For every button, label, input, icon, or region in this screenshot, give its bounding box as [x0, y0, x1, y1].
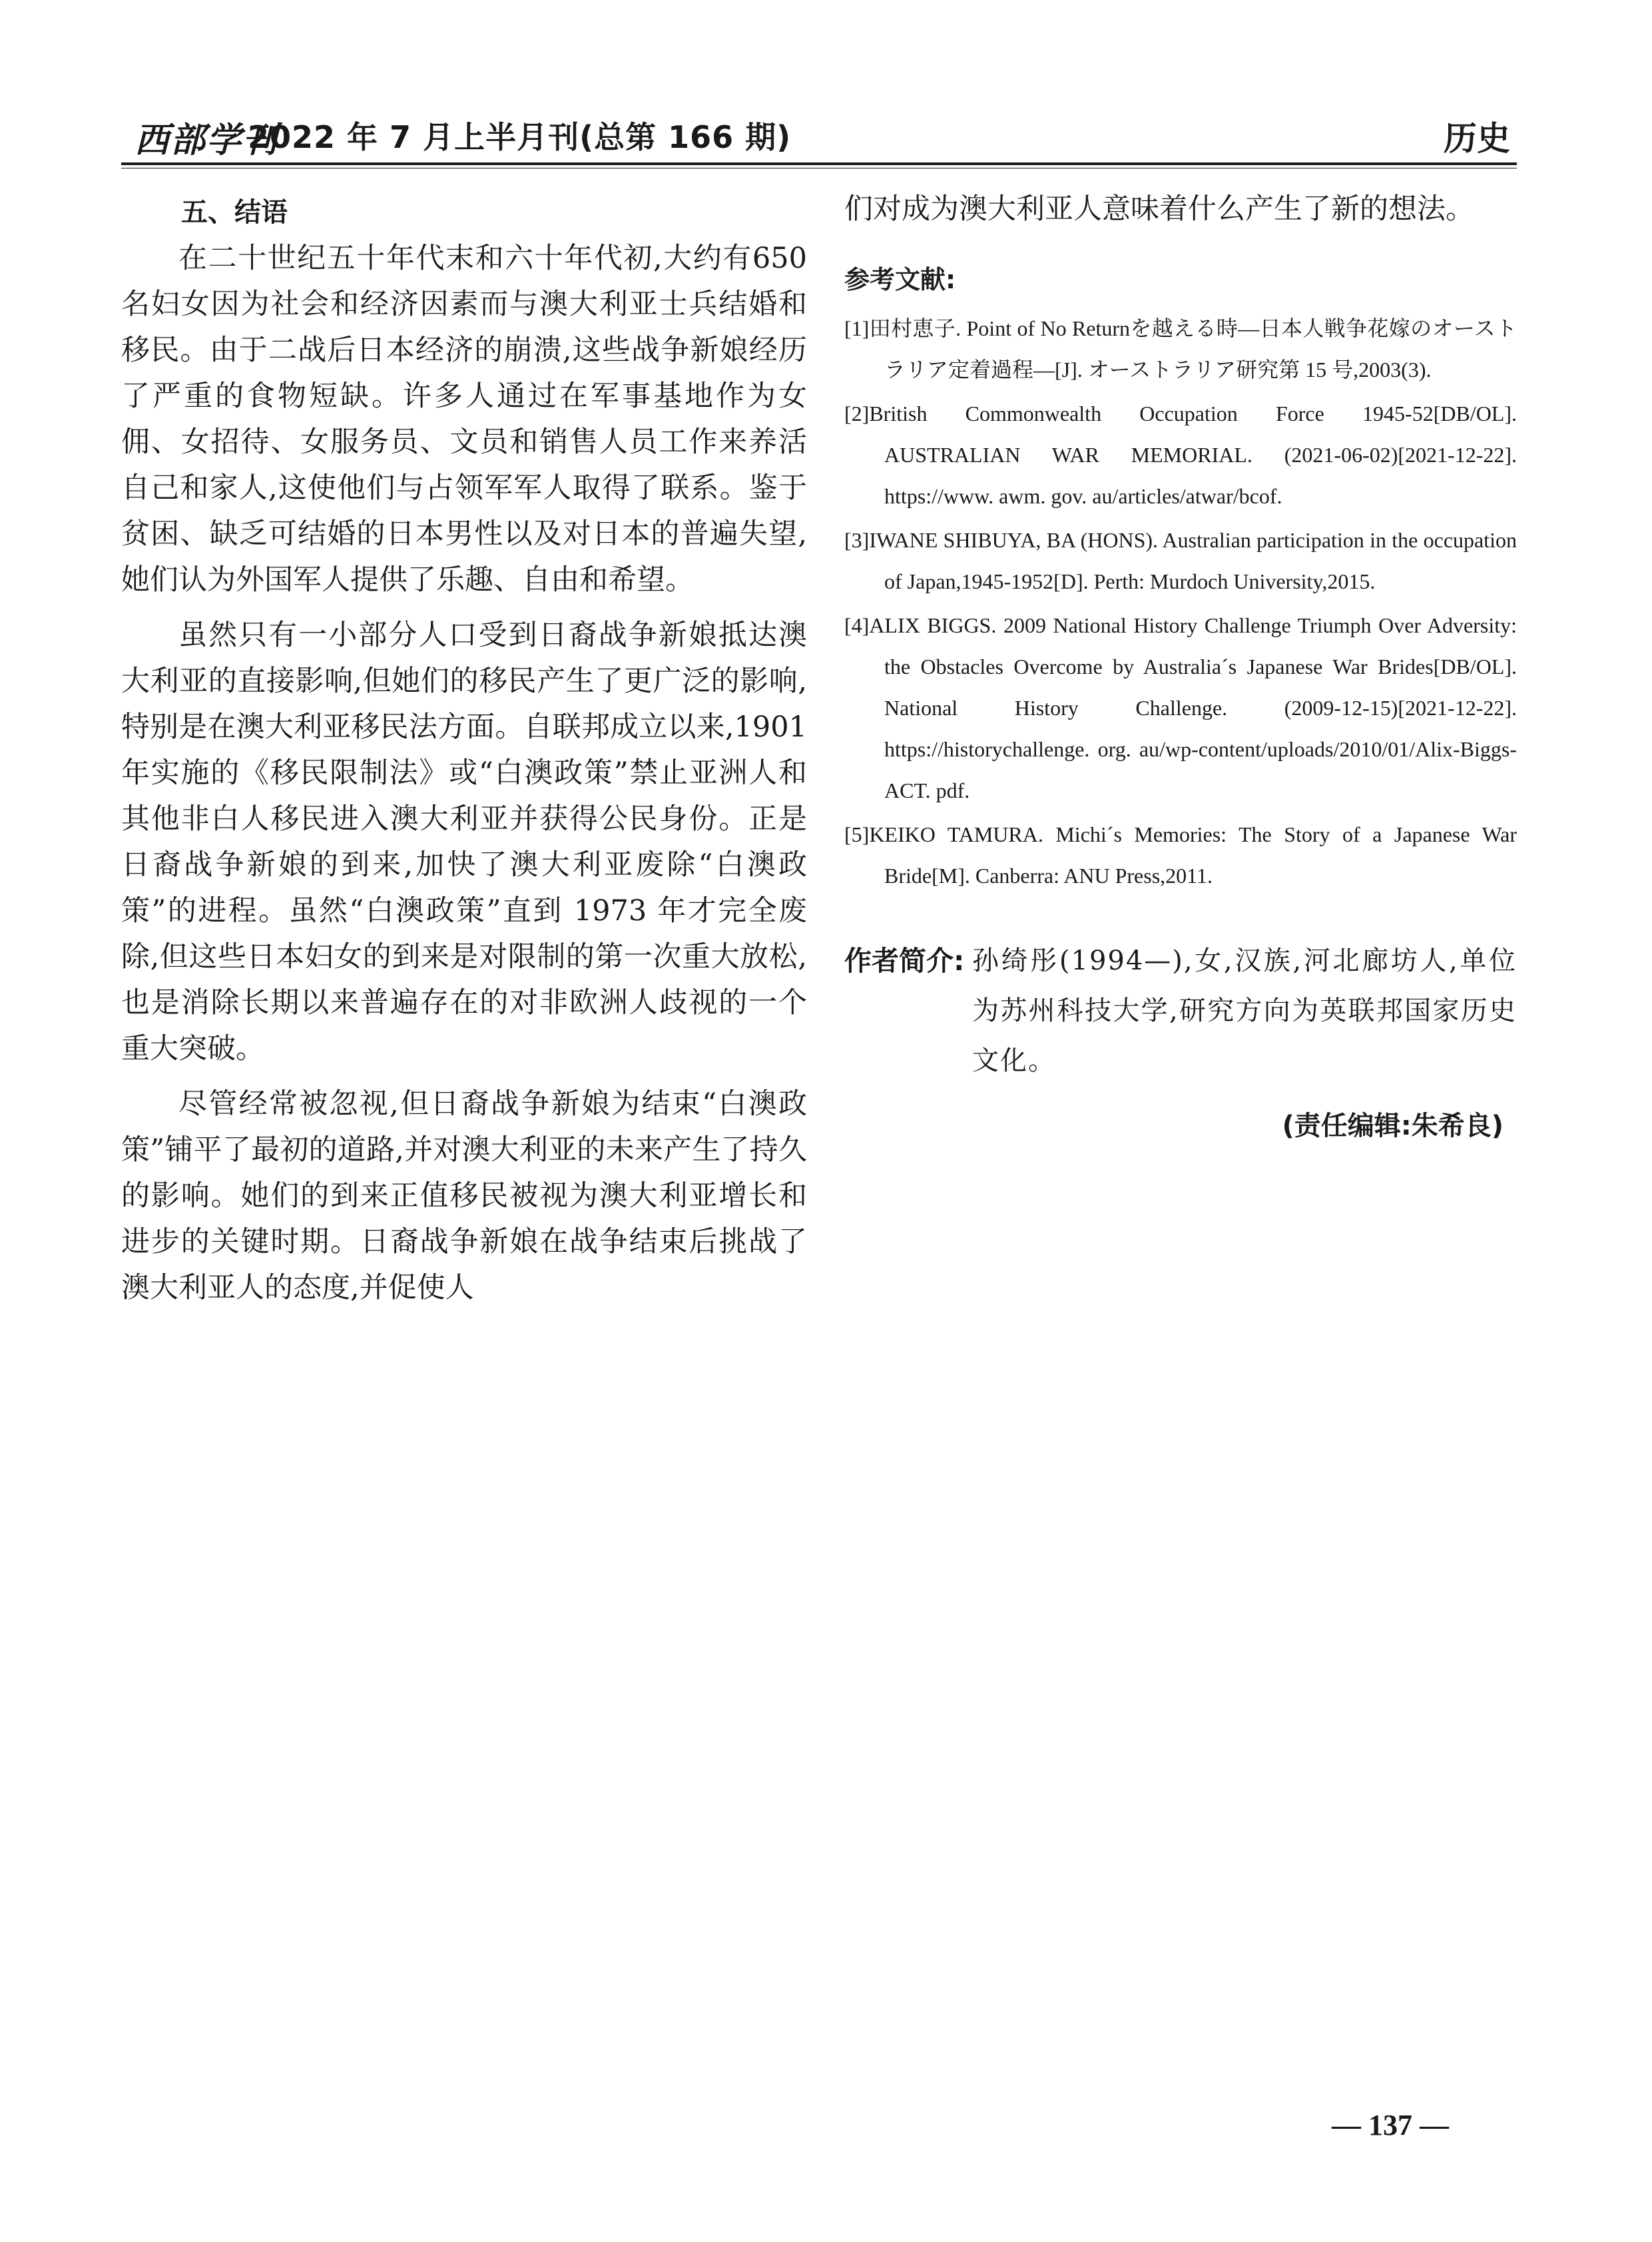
reference-item: [2]British Commonwealth Occupation Force 1945-52[DB/OL]. AUSTRALIAN WAR MEMORIAL. (2021-06-02)[2021-12-22]. https://www. awm. gov. au/articles/atwar/bcof.: [844, 402, 1517, 508]
body-paragraph: 虽然只有一小部分人口受到日裔战争新娘抵达澳大利亚的直接影响,但她们的移民产生了更广泛的影响,特别是在澳大利亚移民法方面。自联邦成立以来,1901 年实施的《移民限制法》或“白澳政策”禁止亚洲人和其他非白人移民进入澳大利亚并获得公民身份。正是日裔战争新娘的到来,加快了澳大利亚废除“白澳政策”的进程。虽然“白澳政策”直到 1973 年才完全废除,但这些日本妇女的到来是对限制的第一次重大放松,也是消除长期以来普遍存在的对非欧洲人歧视的一个重大突破。: [121, 619, 807, 1065]
left-column: [121, 186, 807, 1320]
body-paragraph-continuation: 们对成为澳大利亚人意味着什么产生了新的想法。: [844, 192, 1474, 226]
author-bio: [844, 936, 1517, 1086]
header-rule: [121, 162, 1517, 165]
responsible-editor: (责任编辑:朱希良): [1282, 1111, 1504, 1141]
reference-item: [5]KEIKO TAMURA. Michi´s Memories: The Story of a Japanese War Bride[M]. Canberra: ANU Press,2011.: [844, 822, 1517, 888]
body-paragraph: 尽管经常被忽视,但日裔战争新娘为结束“白澳政策”铺平了最初的道路,并对澳大利亚的未来产生了持久的影响。她们的到来正值移民被视为澳大利亚增长和进步的关键时期。日裔战争新娘在战争结束后挑战了澳大利亚人的态度,并促使人: [121, 1087, 807, 1304]
section-heading: 五、结语: [181, 197, 288, 228]
journal-logo: 西部学刊: [135, 120, 279, 160]
reference-item: [3]IWANE SHIBUYA, BA (HONS). Australian participation in the occupation of Japan,1945-1952[D]. Perth: Murdoch University,2015.: [844, 528, 1517, 593]
reference-list: [844, 308, 1517, 896]
references-title: 参考文献:: [844, 265, 956, 294]
page-header: [121, 112, 1517, 161]
reference-item: [1]田村恵子. Point of No Returnを越える時—日本人戦争花嫁のオーストラリア定着過程—[J]. オーストラリア研究第 15 号,2003(3).: [844, 316, 1517, 382]
right-column: [844, 186, 1517, 1143]
issue-info: 2022 年 7 月上半月刊(总第 166 期): [248, 119, 792, 155]
page-number: — 137 —: [1332, 2109, 1449, 2141]
author-bio-text: 孙绮彤(1994—),女,汉族,河北廊坊人,单位为苏州科技大学,研究方向为英联邦国家历史文化。: [972, 946, 1517, 1076]
body-paragraph: 在二十世纪五十年代末和六十年代初,大约有650 名妇女因为社会和经济因素而与澳大利亚士兵结婚和移民。由于二战后日本经济的崩溃,这些战争新娘经历了严重的食物短缺。许多人通过在军事基地作为女佣、女招待、女服务员、文员和销售人员工作来养活自己和家人,这使他们与占领军军人取得了联系。鉴于贫困、缺乏可结婚的日本男性以及对日本的普遍失望,她们认为外国军人提供了乐趣、自由和希望。: [121, 242, 807, 597]
reference-item: [4]ALIX BIGGS. 2009 National History Challenge Triumph Over Adversity: the Obstacles Overcome by Australia´s Japanese War Brides[DB/OL]. National History Challenge. (2009-12-15)[2021-12-22]. https://historychallenge. org. au/wp-content/uploads/2010/01/Alix-Biggs-ACT. pdf.: [844, 613, 1517, 802]
author-bio-label: 作者简介:: [844, 945, 965, 977]
section-label: 历史: [1444, 119, 1510, 158]
